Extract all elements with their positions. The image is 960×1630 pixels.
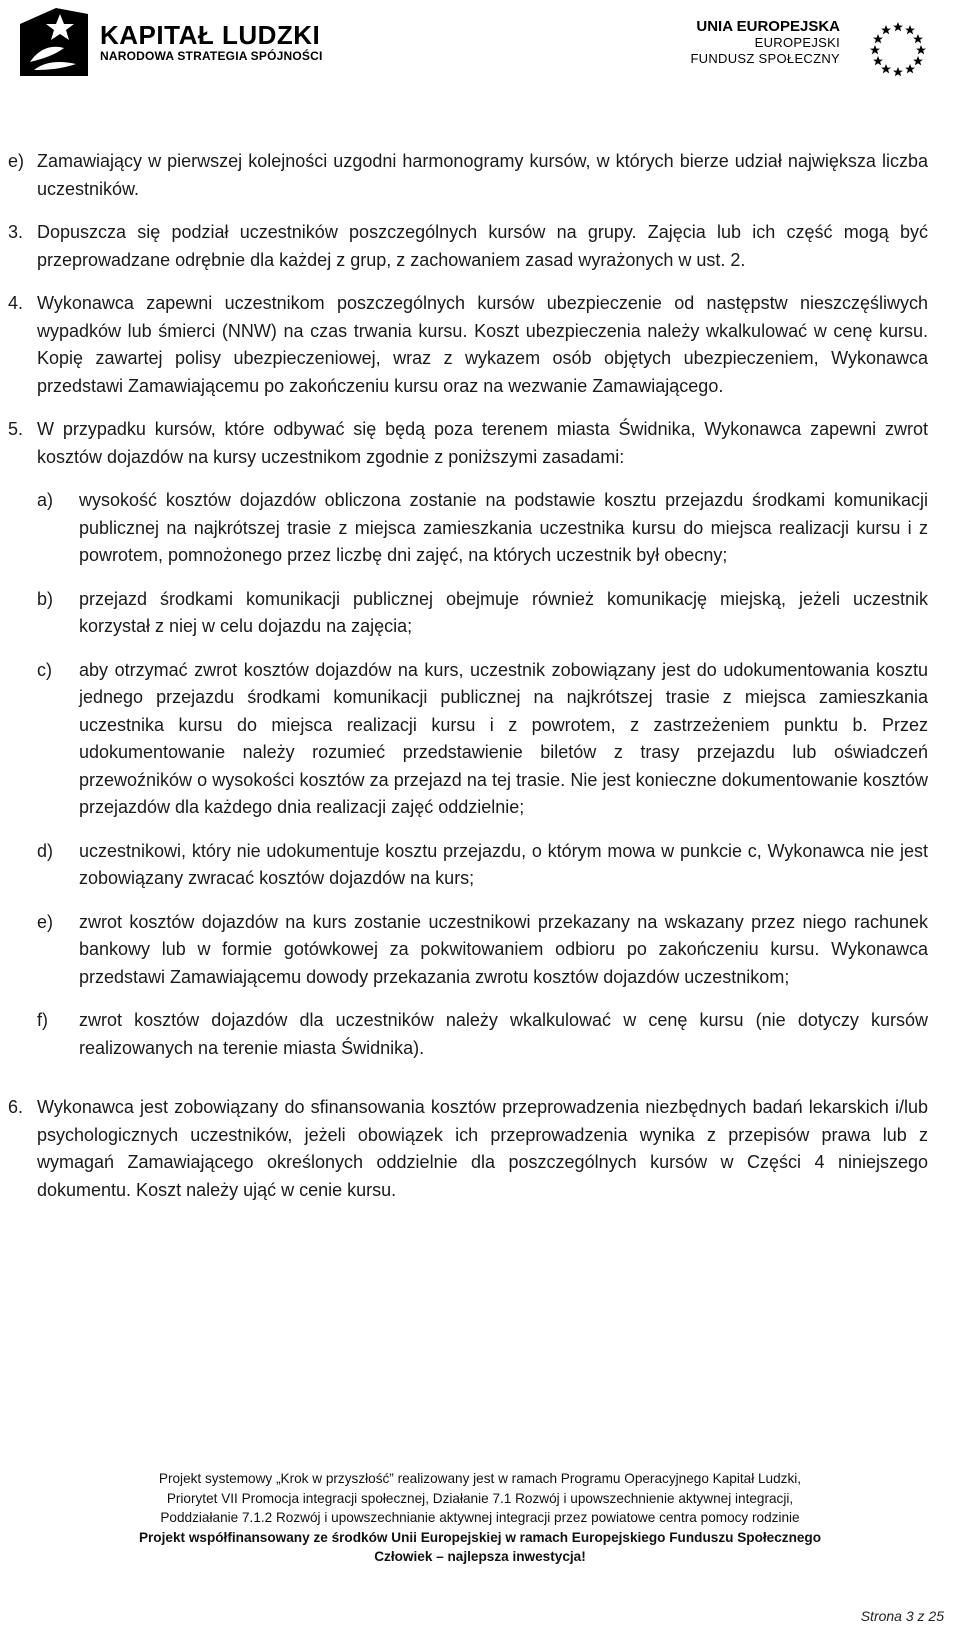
list-item-b	[37, 586, 928, 641]
footer-line-2: Priorytet VII Promocja integracji społecznej, Działanie 7.1 Rozwój i upowszechnienie aktywnej integracji,	[166, 1490, 794, 1506]
sub-text: zwrot kosztów dojazdów na kurs zostanie uczestnikowi przekazany na wskazany przez niego rachunek bankowy lub w formie gotówkowej za pokwitowaniem odbioru po zakończeniu kursu. Wykonawca przedstawi Zamawiającemu dowody przekazania zwrotu kosztów dojazdów uczestnikom;	[79, 911, 928, 987]
list-item-c	[37, 657, 928, 822]
paragraph-e	[8, 148, 928, 203]
item-text: Wykonawca zapewni uczestnikom poszczególnych kursów ubezpieczenie od następstw nieszczęśliwych wypadków lub śmierci (NNW) na czas trwania kursu. Koszt ubezpieczenia należy wkalkulować w cenę kursu. Kopię zawartej polisy ubezpieczeniowej, wraz z wykazem osób objętych ubezpieczeniem, Wykonawca przedstawi Zamawiającemu po zakończeniu kursu oraz na wezwanie Zamawiającego.	[37, 293, 928, 396]
item-label: e)	[8, 151, 25, 171]
paragraph-6	[8, 1094, 928, 1204]
paragraph-5	[8, 416, 928, 1078]
kapital-ludzki-emblem-icon	[16, 4, 92, 80]
kapital-ludzki-title: KAPITAŁ LUDZKI	[100, 20, 321, 50]
eu-text-block	[690, 18, 840, 67]
kapital-ludzki-logo	[16, 4, 323, 80]
list-item-d	[37, 838, 928, 893]
list-item-a	[37, 487, 928, 570]
sub-text: aby otrzymać zwrot kosztów dojazdów na kurs, uczestnik zobowiązany jest do udokumentowania kosztu jednego przejazdu środkami komunikacji publicznej na najkrótszej trasie z miejsca zamieszkania uczestnika kursu do miejsca realizacji kursu i z powrotem, z zastrzeżeniem punktu b. Przez udokumentowanie należy rozumieć przedstawienie biletów z trasy przejazdu lub oświadczeń przewoźników o wysokości kosztów za przejazd na tej trasie. Nie jest konieczne dokumentowanie kosztów przejazdów dla każdego dnia realizacji zajęć oddzielnie;	[79, 659, 928, 817]
footer-line-1: Projekt systemowy „Krok w przyszłość” realizowany jest w ramach Programu Operacyjnego Kapitał Ludzki,	[158, 1471, 802, 1486]
page-footer	[0, 1469, 960, 1567]
sub-label: c)	[37, 659, 52, 680]
footer-line-4: Projekt współfinansowany ze środków Unii Europejskiej w ramach Europejskiego Funduszu Społecznego	[138, 1529, 822, 1545]
sub-label: f)	[37, 1010, 48, 1030]
footer-line-3: Poddziałanie 7.1.2 Rozwój i upowszechnianie aktywnej integracji przez powiatowe centra pomocy rodzinie	[160, 1510, 800, 1525]
item-label: 4.	[8, 293, 24, 313]
list-item-e	[37, 909, 928, 992]
eu-subtitle-1: EUROPEJSKI	[754, 35, 840, 50]
page-number: Strona 3 z 25	[860, 1608, 944, 1624]
document-body	[8, 148, 928, 1220]
page-header	[0, 0, 960, 90]
eu-title: UNIA EUROPEJSKA	[696, 18, 840, 35]
item-label: 6.	[8, 1097, 24, 1117]
paragraph-3	[8, 219, 928, 274]
item-text: W przypadku kursów, które odbywać się będą poza terenem miasta Świdnika, Wykonawca zapewni zwrot kosztów dojazdów na kursy uczestnikom zgodnie z poniższymi zasadami:	[37, 419, 928, 467]
item-label: 5.	[8, 419, 24, 439]
sub-text: uczestnikowi, który nie udokumentuje kosztu przejazdu, o którym mowa w punkcie c, Wykonawca nie jest zobowiązany zwracać kosztów dojazdów na kurs;	[79, 840, 928, 888]
sub-label: d)	[37, 840, 54, 861]
kapital-ludzki-subtitle: NARODOWA STRATEGIA SPÓJNOŚCI	[100, 49, 323, 63]
item-text: Wykonawca jest zobowiązany do sfinansowania kosztów przeprowadzenia niezbędnych badań lekarskich i/lub psychologicznych uczestników, jeżeli obowiązek ich przeprowadzenia wynika z przepisów prawa lub z wymagań Zamawiającego określonych oddzielnie dla poszczególnych kursów w Części 4 niniejszego dokumentu. Koszt należy ująć w cenie kursu.	[37, 1097, 928, 1200]
sub-label: a)	[37, 490, 54, 510]
footer-line-5: Człowiek – najlepsza inwestycja!	[374, 1549, 586, 1564]
sub-text: wysokość kosztów dojazdów obliczona zostanie na podstawie kosztu przejazdu środkami komunikacji publicznej na najkrótszej trasie z miejsca zamieszkania uczestnika kursu do miejsca realizacji kursu i z powrotem, pomnożonego przez liczbę dni zajęć, na których uczestnik był obecny;	[79, 490, 928, 565]
list-item-f	[37, 1007, 928, 1062]
sub-label: e)	[37, 911, 54, 932]
paragraph-4	[8, 290, 928, 400]
sub-label: b)	[37, 588, 54, 609]
item-text: Zamawiający w pierwszej kolejności uzgodni harmonogramy kursów, w których bierze udział największa liczba uczestników.	[37, 151, 928, 199]
eu-flag-icon	[852, 16, 944, 78]
eu-subtitle-2: FUNDUSZ SPOŁECZNY	[690, 51, 840, 66]
item-text: Dopuszcza się podział uczestników poszczególnych kursów na grupy. Zajęcia lub ich część mogą być przeprowadzane odrębnie dla każdej z grup, z zachowaniem zasad wyrażonych w ust. 2.	[37, 222, 928, 270]
sub-text: zwrot kosztów dojazdów dla uczestników należy wkalkulować w cenę kursu (nie dotyczy kursów realizowanych na terenie miasta Świdnika).	[79, 1010, 928, 1058]
item-label: 3.	[8, 222, 24, 242]
sub-text: przejazd środkami komunikacji publicznej obejmuje również komunikację miejską, jeżeli uczestnik korzystał z niej w celu dojazdu na zajęcia;	[79, 588, 928, 636]
